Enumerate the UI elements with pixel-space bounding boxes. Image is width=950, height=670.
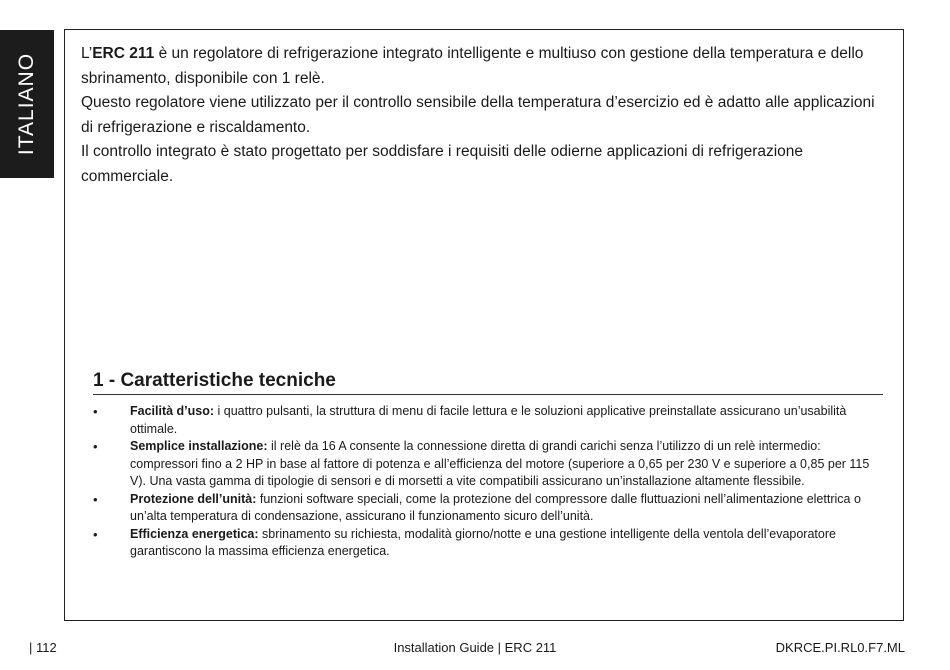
feature-title: Efficienza energetica:	[130, 526, 259, 541]
footer-title: Installation Guide | ERC 211	[393, 640, 557, 655]
language-tab	[0, 30, 54, 178]
intro-prefix: L’	[81, 45, 93, 62]
section-heading: 1 - Caratteristiche tecniche	[93, 370, 883, 395]
feature-text: il relè da 16 A consente la connessione diretta di grandi carichi senza l’utilizzo di un relè intermedio: compressori fino a 2 HP in base al fattore di potenza e all’efficienza del motore (superiore a 0,65 per 230 V e superiore a 0,85 per 115 V). Una vasta gamma di tipologie di sensori e di morsetti a vite compatibili assicurano un’installazione altamente flessibile.	[130, 439, 870, 488]
list-item	[93, 491, 883, 526]
feature-text: funzioni software speciali, come la protezione del compressore dalle fluttuazioni nell’alimentazione elettrica o un’alta temperatura di condensazione, assicurano il funzionamento sicuro dell’unità.	[130, 491, 861, 523]
features-list	[93, 403, 883, 561]
intro-text	[81, 42, 881, 189]
language-tab-label: ITALIANO	[15, 52, 38, 156]
bullet-icon: •	[93, 491, 98, 507]
list-item	[93, 526, 883, 561]
feature-title: Semplice installazione:	[130, 439, 268, 453]
feature-text: sbrinamento su richiesta, modalità giorno/notte e una gestione intelligente della ventola dell’evaporatore garantiscono la massima efficienza energetica.	[130, 526, 836, 558]
bullet-icon: •	[93, 439, 98, 454]
content-frame	[64, 29, 904, 621]
intro-paragraph-3: Il controllo integrato è stato progettato per soddisfare i requisiti delle odierne applicazioni di refrigerazione commerciale.	[81, 143, 804, 185]
bullet-icon: •	[93, 526, 98, 542]
product-name: ERC 211	[92, 45, 155, 62]
list-item	[93, 403, 883, 438]
feature-title: Protezione dell’unità:	[130, 491, 257, 506]
intro-paragraph-2: Questo regolatore viene utilizzato per il controllo sensibile della temperatura d’esercizio ed è adatto alle applicazioni di refrigerazione e riscaldamento.	[81, 94, 875, 136]
features-section	[93, 370, 883, 561]
intro-paragraph-1	[81, 42, 881, 91]
intro-sentence-1: è un regolatore di refrigerazione integrato intelligente e multiuso con gestione della temperatura e dello sbrinamento, disponibile con 1 relè.	[81, 45, 864, 87]
page-number: | 112	[29, 640, 57, 655]
page-footer	[0, 640, 950, 660]
feature-title: Facilità d’uso:	[130, 404, 215, 418]
bullet-icon: •	[93, 404, 98, 419]
feature-text: i quattro pulsanti, la struttura di menu di facile lettura e le soluzioni applicative preinstallate assicurano un’usabilità ottimale.	[130, 404, 847, 436]
document-code: DKRCE.PI.RL0.F7.ML	[775, 640, 905, 655]
list-item	[93, 438, 883, 491]
